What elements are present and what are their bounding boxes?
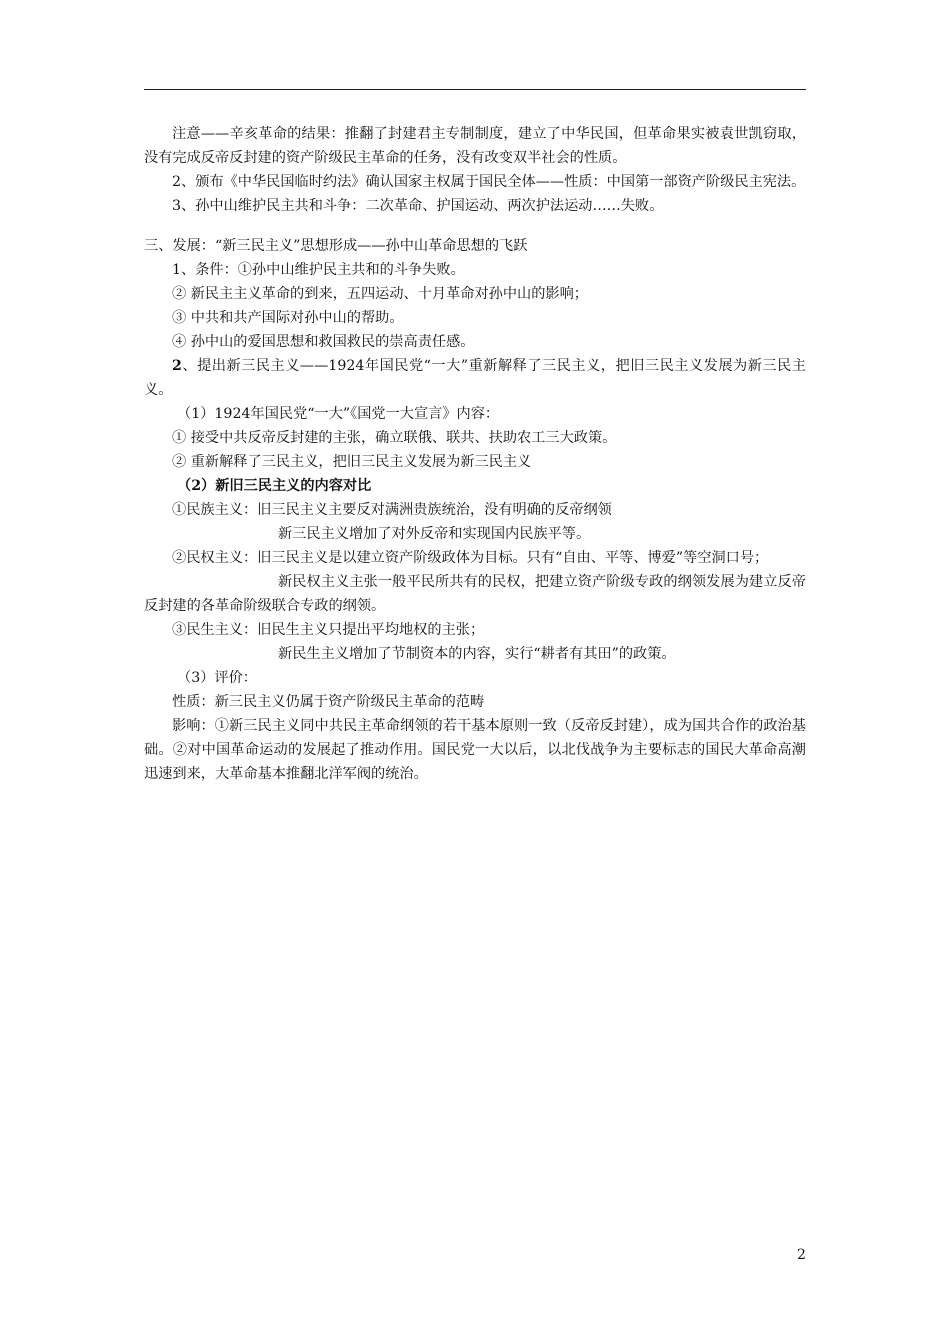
section-gap bbox=[144, 218, 806, 234]
bold-number: 2 bbox=[172, 358, 182, 374]
list-item-condition-4: ④ 孙中山的爱国思想和救国救民的崇高责任感。 bbox=[172, 334, 475, 350]
paragraph-new-three-principles bbox=[144, 354, 806, 402]
paragraph-livelihood-old: ③民生主义：旧民生主义只提出平均地权的主张； bbox=[172, 622, 485, 638]
paragraph-democracy-old: ②民权主义：旧三民主义是以建立资产阶级政体为目标。只有“自由、平等、博爱”等空洞口号； bbox=[172, 550, 769, 566]
list-item-congress-2: ② 重新解释了三民主义，把旧三民主义发展为新三民主义 bbox=[172, 454, 532, 470]
page-number: 2 bbox=[797, 1247, 806, 1263]
paragraph-nature: 性质：新三民主义仍属于资产阶级民主革命的范畴 bbox=[172, 694, 485, 710]
paragraph-influence: 影响：①新三民主义同中共民主革命纲领的若干基本原则一致（反帝反封建），成为国共合作的政治基础。②对中国革命运动的发展起了推动作用。国民党一大以后，以北伐战争为主要标志的国民大革命高潮迅速到来，大革命基本推翻北洋军阀的统治。 bbox=[144, 718, 806, 782]
list-item-condition-3: ③ 中共和共产国际对孙中山的帮助。 bbox=[172, 310, 404, 326]
paragraph-defend-republic: 3、孙中山维护民主共和斗争：二次革命、护国运动、两次护法运动……失败。 bbox=[172, 198, 664, 214]
section-heading-development: 三、发展：“新三民主义”思想形成——孙中山革命思想的飞跃 bbox=[144, 238, 528, 254]
paragraph-revolution-result: 注意——辛亥革命的结果：推翻了封建君主专制制度，建立了中华民国，但革命果实被袁世凯窃取，没有完成反帝反封建的资产阶级民主革命的任务，没有改变双半社会的性质。 bbox=[144, 126, 806, 166]
paragraph-nationalism-new: 新三民主义增加了对外反帝和实现国内民族平等。 bbox=[278, 526, 591, 542]
subheading-1924-congress: （1）1924年国民党“一大”《国党一大宣言》内容： bbox=[177, 406, 500, 422]
header-rule bbox=[144, 89, 806, 90]
subheading-evaluation: （3）评价： bbox=[177, 670, 257, 686]
list-item-condition-2: ② 新民主主义革命的到来，五四运动、十月革命对孙中山的影响； bbox=[172, 286, 588, 302]
paragraph-livelihood-new: 新民生主义增加了节制资本的内容，实行“耕者有其田”的政策。 bbox=[278, 646, 676, 662]
paragraph-text: 、提出新三民主义——1924年国民党“一大”重新解释了三民主义，把旧三民主义发展为新三民主义。 bbox=[144, 358, 806, 398]
subheading-comparison: （2）新旧三民主义的内容对比 bbox=[177, 478, 372, 494]
document-body bbox=[144, 122, 806, 786]
paragraph-nationalism-old: ①民族主义：旧三民主义主要反对满洲贵族统治，没有明确的反帝纲领 bbox=[172, 502, 612, 518]
paragraph-provisional-constitution: 2、颁布《中华民国临时约法》确认国家主权属于国民全体——性质：中国第一部资产阶级民主宪法。 bbox=[172, 174, 806, 190]
paragraph-democracy-new: 新民权主义主张一般平民所共有的民权，把建立资产阶级专政的纲领发展为建立反帝反封建的各革命阶级联合专政的纲领。 bbox=[144, 574, 806, 614]
list-item-congress-1: ① 接受中共反帝反封建的主张，确立联俄、联共、扶助农工三大政策。 bbox=[172, 430, 617, 446]
paragraph-conditions: 1、条件：①孙中山维护民主共和的斗争失败。 bbox=[172, 262, 465, 278]
